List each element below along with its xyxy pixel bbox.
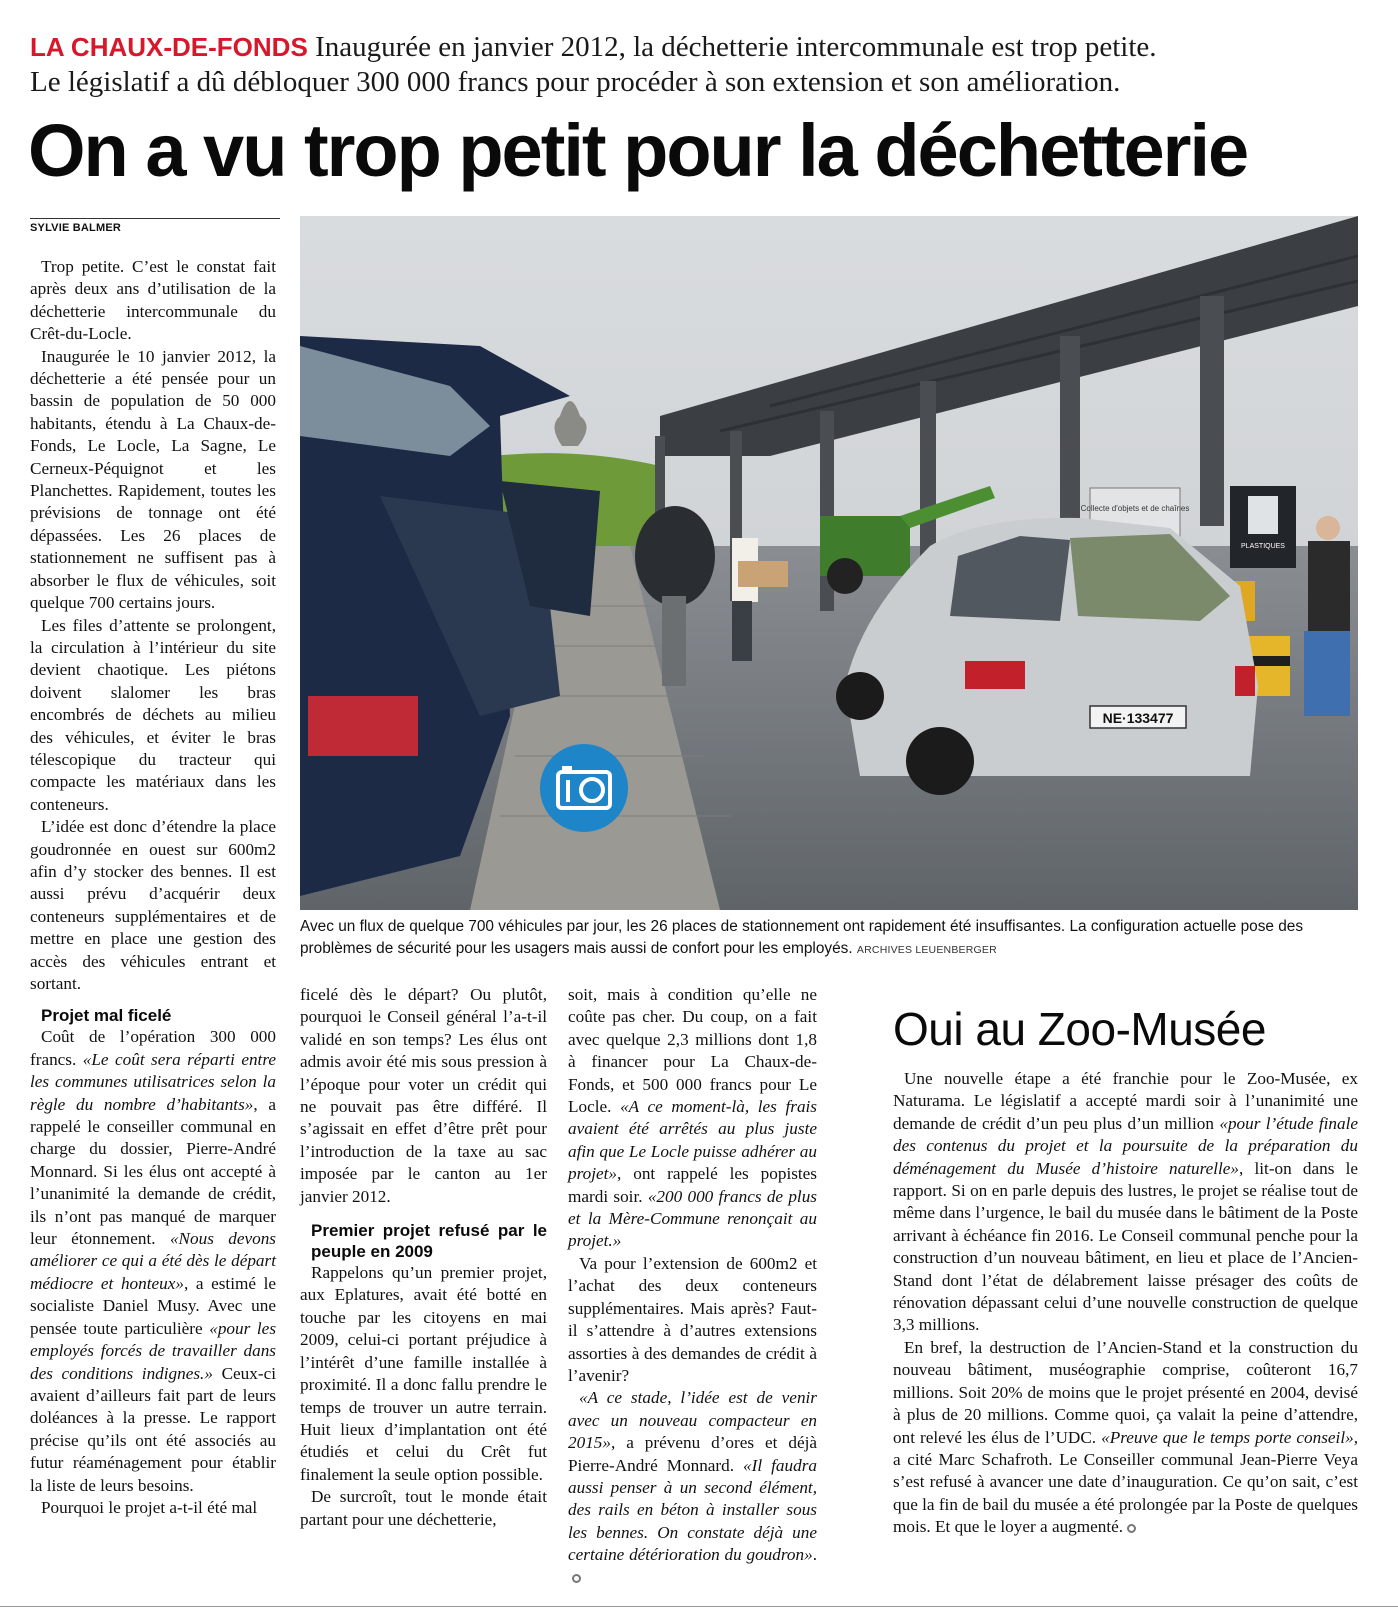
text-run: soit, mais à condition qu’elle ne coûte pas cher. Du coup, on a fait avec quelque 2,3 millions dont 1,8 à financer pour La Chaux-de-Fonds, et 500 000 francs pour Le Locle.	[568, 985, 817, 1117]
subheading: Premier projet refusé par le peuple en 2009	[311, 1221, 547, 1262]
paragraph: Trop petite. C’est le constat fait après deux ans d’utilisation de la déchetterie intercommunale du Crêt-du-Locle.	[30, 257, 276, 344]
news-photo	[300, 216, 1358, 910]
text-run: , a cité Marc Schafroth. Le Conseiller communal Jean-Pierre Veya s’est refusé à avancer une date d’inauguration. Ce qu’on sait, c’est que la fin de bail du musée a été prolongée par la Poste de quelques mois. Et que le loyer a augmenté.	[893, 1427, 1358, 1537]
photo-caption	[300, 916, 1360, 961]
photo-credit: ARCHIVES LEUENBERGER	[856, 944, 997, 956]
paragraph: ficelé dès le départ? Ou plutôt, pourquoi le Conseil général l’a-t-il validé en son temps? Les élus ont admis avoir été mis sous pression à l’époque pour voter un crédit qui ne pouvait pas être différé. Il s’agissait en effet d’être prêt pour l’introduction de la taxe au sac imposée par le canton au 1er janvier 2012.	[300, 985, 547, 1206]
headline: On a vu trop petit pour la déchetterie	[28, 109, 1248, 192]
quote: «A ce stade, l’idée est de venir avec un nouveau compacteur en 2015»	[568, 1388, 817, 1453]
author-byline: SYLVIE BALMER	[30, 222, 122, 234]
quote: «200 000 francs de plus et la Mère-Commune renonçait au projet.»	[568, 1186, 817, 1251]
article-column-1	[30, 256, 276, 1519]
quote: «A ce moment-là, les frais avaient été arrêtés au plus juste afin que Le Locle puisse adhérer au projet»	[568, 1097, 817, 1184]
box-article	[893, 1068, 1358, 1539]
paragraph: L’idée est donc d’étendre la place goudronnée en ouest sur 600m2 afin d’y stocker des bennes. Il est aussi prévu d’acquérir deux conteneurs supplémentaires et de mettre en place une gestion des accès des véhicules entrant et sortant.	[30, 817, 276, 993]
paragraph: Inaugurée le 10 janvier 2012, la déchetterie a été pensée pour un bassin de population de 50 000 habitants, étendu à La Chaux-de-Fonds, Le Locle, La Sagne, Le Cerneux-Péquignot et les Planchettes. Rapidement, toutes les prévisions de tonnage ont été dépassées. Les 26 places de stationnement ne suffisent pas à absorber le flux de véhicules, soit quelque 700 certains jours.	[30, 346, 276, 613]
text-run: , a estimé le socialiste Daniel Musy. Avec une pensée toute particulière	[30, 1273, 276, 1338]
end-mark-icon	[572, 1574, 581, 1583]
paragraph	[30, 1026, 276, 1497]
paragraph: Les files d’attente se prolongent, la circulation à l’intérieur du site devient chaotique. Les piétons doivent slalomer les bras encombrés de déchets au milieu des véhicules, et éviter le bras télescopique du tracteur qui compacte les matériaux dans les conteneurs.	[30, 615, 276, 814]
paragraph: De surcroît, tout le monde était partant pour une déchetterie,	[300, 1487, 547, 1529]
licence-plate-text: NE·133477	[1102, 710, 1174, 726]
kicker-line-2: Le législatif a dû débloquer 300 000 francs pour procéder à son extension et son amélioration.	[30, 66, 1121, 98]
author-divider	[30, 218, 280, 219]
camera-icon[interactable]	[540, 744, 628, 832]
text-run: .	[812, 1545, 817, 1565]
paragraph	[893, 1337, 1358, 1539]
page-bottom-rule	[0, 1606, 1398, 1607]
section-tag: LA CHAUX-DE-FONDS	[30, 32, 308, 62]
sign-collect-text: Collecte d'objets et de chaînes	[1080, 504, 1190, 513]
quote: «pour les employés forcés de travailler dans des conditions indignes.»	[30, 1318, 277, 1383]
paragraph	[568, 1387, 817, 1589]
text-run: Ceux-ci avaient d’ailleurs fait part de leurs doléances à la presse. Le rapport précise qu’ils ont été associés au futur réaménagement pour établir la liste de leurs besoins.	[30, 1363, 276, 1495]
box-title: Oui au Zoo-Musée	[893, 1003, 1266, 1055]
text-run: Une nouvelle étape a été franchie pour le Zoo-Musée, ex Naturama. Le législatif a accepté mardi soir à l’unanimité une demande de crédit d’un peu plus d’un million	[893, 1069, 1358, 1133]
sign-plastic-text: PLASTIQUES	[1241, 543, 1285, 550]
paragraph	[568, 984, 817, 1253]
paragraph: Pourquoi le projet a-t-il été mal	[41, 1497, 258, 1517]
text-run: , ont rappelé les popistes mardi soir.	[568, 1164, 817, 1206]
quote: «pour l’étude finale des contenus du projet et la poursuite de la préparation du déménagement du Musée d’histoire naturelle»	[893, 1113, 1358, 1178]
paragraph	[893, 1068, 1358, 1337]
quote: «Preuve que le temps porte conseil»	[1101, 1427, 1354, 1447]
kicker	[30, 30, 1370, 100]
text-run: , lit-on dans le rapport. Si on en parle depuis des lustres, le projet se réalise tout de même dans l’urgence, le bail du musée dans le bâtiment de la Poste arrivant à échéance fin 2016. Le Conseil communal penche pour la construction d’un nouveau bâtiment, en lieu et place de l’Ancien-Stand dont l’état de délabrement laisse présager des coûts de rénovation dépassant celui d’une nouvelle construction de quelque 3,3 millions.	[893, 1158, 1358, 1335]
caption-text: Avec un flux de quelque 700 véhicules par jour, les 26 places de stationnement ont rapidement été insuffisantes. La configuration actuelle pose des problèmes de sécurité pour les usagers mais aussi de confort pour les employés.	[300, 918, 1304, 957]
paragraph: Va pour l’extension de 600m2 et l’achat des deux conteneurs supplémentaires. Mais après? Faut-il s’attendre à d’autres extensions assorties à des demandes de crédit à l’avenir?	[568, 1253, 817, 1385]
end-mark-icon	[1127, 1524, 1136, 1533]
text-run: , a prévenu d’ores et déjà Pierre-André Monnard.	[568, 1433, 817, 1475]
quote: «Il faudra aussi penser à un second élément, des rails en béton à installer sous les bennes. On constate déjà une certaine détérioration du goudron»	[568, 1455, 817, 1565]
text-run: Coût de l’opération 300 000 francs.	[30, 1027, 276, 1069]
text-run: , a rappelé le conseiller communal en charge du dossier, Pierre-André Monnard. Si les élus ont accepté à l’unanimité la demande de crédit, ils n’ont pas manqué de marquer leur étonnement.	[30, 1094, 276, 1249]
quote: «Le coût sera réparti entre les communes utilisatrices selon la règle du nombre d’habitants»	[30, 1049, 276, 1114]
article-column-3	[568, 984, 817, 1589]
text-run: En bref, la destruction de l’Ancien-Stand et la construction du nouveau bâtiment, muséographie comprise, coûteront 16,7 millions. Soit 20% de moins que le projet présenté en 2004, devisé à plus de 20 millions. Comme quoi, ça valait la peine d’attendre, ont relevé les élus de l’UDC.	[893, 1337, 1358, 1447]
paragraph: Rappelons qu’un premier projet, aux Eplatures, avait été botté en touche par les citoyens en mai 2009, celui-ci portant préjudice à l’intérêt d’une famille installée à proximité. Il a donc fallu prendre le temps de trouver un autre terrain. Huit lieux d’implantation ont été étudiés et celui du Crêt fut finalement la seule option possible.	[300, 1263, 547, 1484]
quote: «Nous devons améliorer ce qui a été dès le départ médiocre et honteux»	[30, 1229, 276, 1293]
article-column-2	[300, 984, 547, 1531]
kicker-line-1: Inaugurée en janvier 2012, la déchetterie intercommunale est trop petite.	[315, 31, 1157, 63]
subheading: Projet mal ficelé	[41, 1006, 172, 1026]
